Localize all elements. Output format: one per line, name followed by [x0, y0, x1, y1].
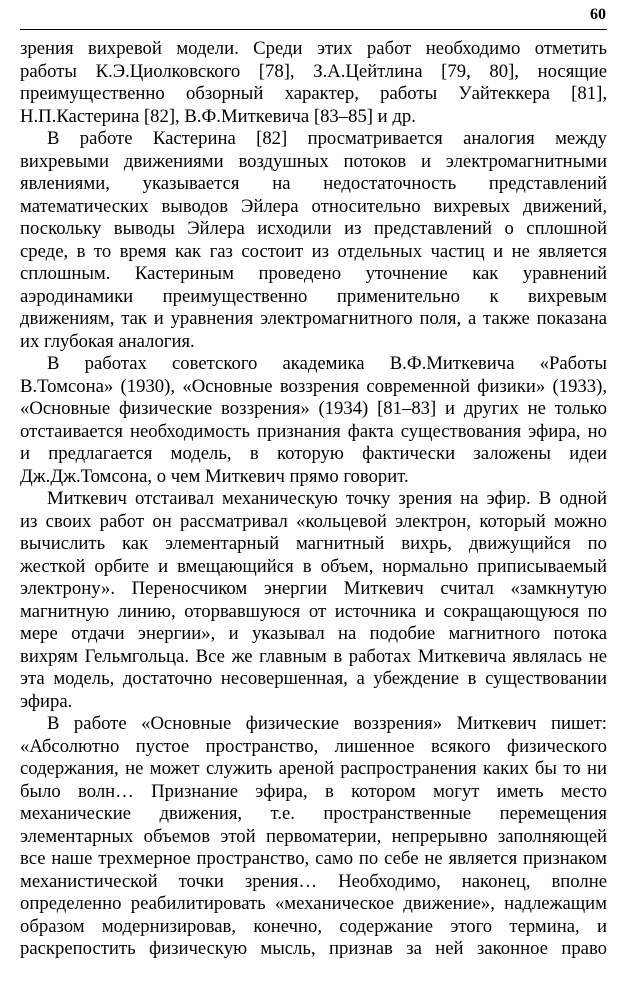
text-line: жесткой орбите и вмещающийся в объем, нормально приписываемый	[20, 555, 607, 577]
text-line: Миткевич отстаивал механическую точку зрения на эфир. В одной	[47, 488, 607, 509]
text-line: В работе «Основные физические воззрения» Миткевич пишет:	[47, 713, 607, 734]
page-body	[20, 38, 607, 961]
text-line: Н.П.Кастерина [82], В.Ф.Миткевича [83–85] и др.	[20, 105, 416, 127]
text-line: элементарных объемов этой первоматерии, непрерывно заполняющей	[20, 825, 607, 847]
text-line: В работе Кастерина [82] просматривается аналогия между	[47, 128, 607, 149]
text-line: их глубокая аналогия.	[20, 330, 195, 352]
text-line: работы К.Э.Циолковского [78], З.А.Цейтлина [79, 80], носящие	[20, 60, 607, 82]
text-line: В.Томсона» (1930), «Основные воззрения современной физики» (1933),	[20, 375, 607, 397]
text-line: «Абсолютно пустое пространство, лишенное всякого физического	[20, 735, 607, 757]
text-line: математических выводов Эйлера относительно вихревых движений,	[20, 195, 607, 217]
text-line: определенно реабилитировать «механическое движение», надлежащим	[20, 893, 607, 914]
paragraph	[20, 38, 607, 128]
text-line: отстаивается необходимость признания факта существования эфира, но	[20, 420, 607, 442]
text-line: механистической точки зрения… Необходимо, наконец, вполне	[20, 870, 607, 892]
text-line: содержания, не может служить ареной распространения каких бы то ни	[20, 758, 607, 779]
text-line: было волн… Признание эфира, в котором могут иметь место	[20, 780, 607, 802]
text-line: механические движения, т.е. пространственные перемещения	[20, 803, 607, 824]
text-line: образом модернизировав, конечно, содержание этого термина, и	[20, 915, 607, 937]
text-line: электрону». Переносчиком энергии Миткевич считал «замкнутую	[20, 578, 607, 599]
page-number: 60	[590, 6, 606, 23]
text-line: и предлагается модель, в которую фактически заложены идеи	[20, 443, 607, 464]
text-line: эфира.	[20, 690, 73, 712]
text-line: вычислить как элементарный магнитный вихрь, движущийся по	[20, 533, 607, 554]
text-line: магнитную линию, оторвавшуюся от источника и сокращающуюся по	[20, 600, 607, 622]
text-line: Дж.Дж.Томсона, о чем Миткевич прямо говорит.	[20, 465, 409, 487]
paragraph	[20, 488, 607, 713]
paragraph	[20, 128, 607, 353]
text-line: преимущественно обзорный характер, работы Уайтеккера [81],	[20, 83, 607, 104]
paragraph	[20, 713, 607, 961]
text-line: эта модель, достаточно несовершенная, а убеждение в существовании	[20, 668, 607, 689]
header-rule	[20, 29, 607, 30]
text-line: В работах советского академика В.Ф.Миткевича «Работы	[47, 353, 607, 374]
text-line: явлениями, указывается на недостаточность представлений	[20, 173, 607, 194]
text-line: вихрям Гельмгольца. Все же главным в работах Миткевича являлась не	[20, 645, 607, 667]
text-line: аэродинамики преимущественно применительно к вихревым	[20, 285, 607, 307]
text-line: вихревыми движениями воздушных потоков и электромагнитными	[20, 150, 607, 172]
text-line: зрения вихревой модели. Среди этих работ необходимо отметить	[20, 38, 607, 59]
paragraph	[20, 353, 607, 488]
text-line: из своих работ он рассматривал «кольцевой электрон, который можно	[20, 510, 607, 532]
text-line: мере отдачи энергии», и указывал на подобие магнитного потока	[20, 623, 607, 644]
text-line: движениям, так и уравнения электромагнитного поля, а также показана	[20, 308, 607, 329]
text-line: раскрепостить физическую мысль, признав за ней законное право	[20, 938, 607, 959]
text-line: сплошным. Кастериным проведено уточнение как уравнений	[20, 263, 607, 284]
text-line: «Основные физические воззрения» (1934) [81–83] и других не только	[20, 398, 607, 419]
text-line: все наше трехмерное пространство, само по себе не является признаком	[20, 848, 607, 869]
text-line: поскольку выводы Эйлера исходили из представлений о сплошной	[20, 218, 607, 239]
text-line: среде, в то время как газ состоит из отдельных частиц и не является	[20, 240, 607, 262]
